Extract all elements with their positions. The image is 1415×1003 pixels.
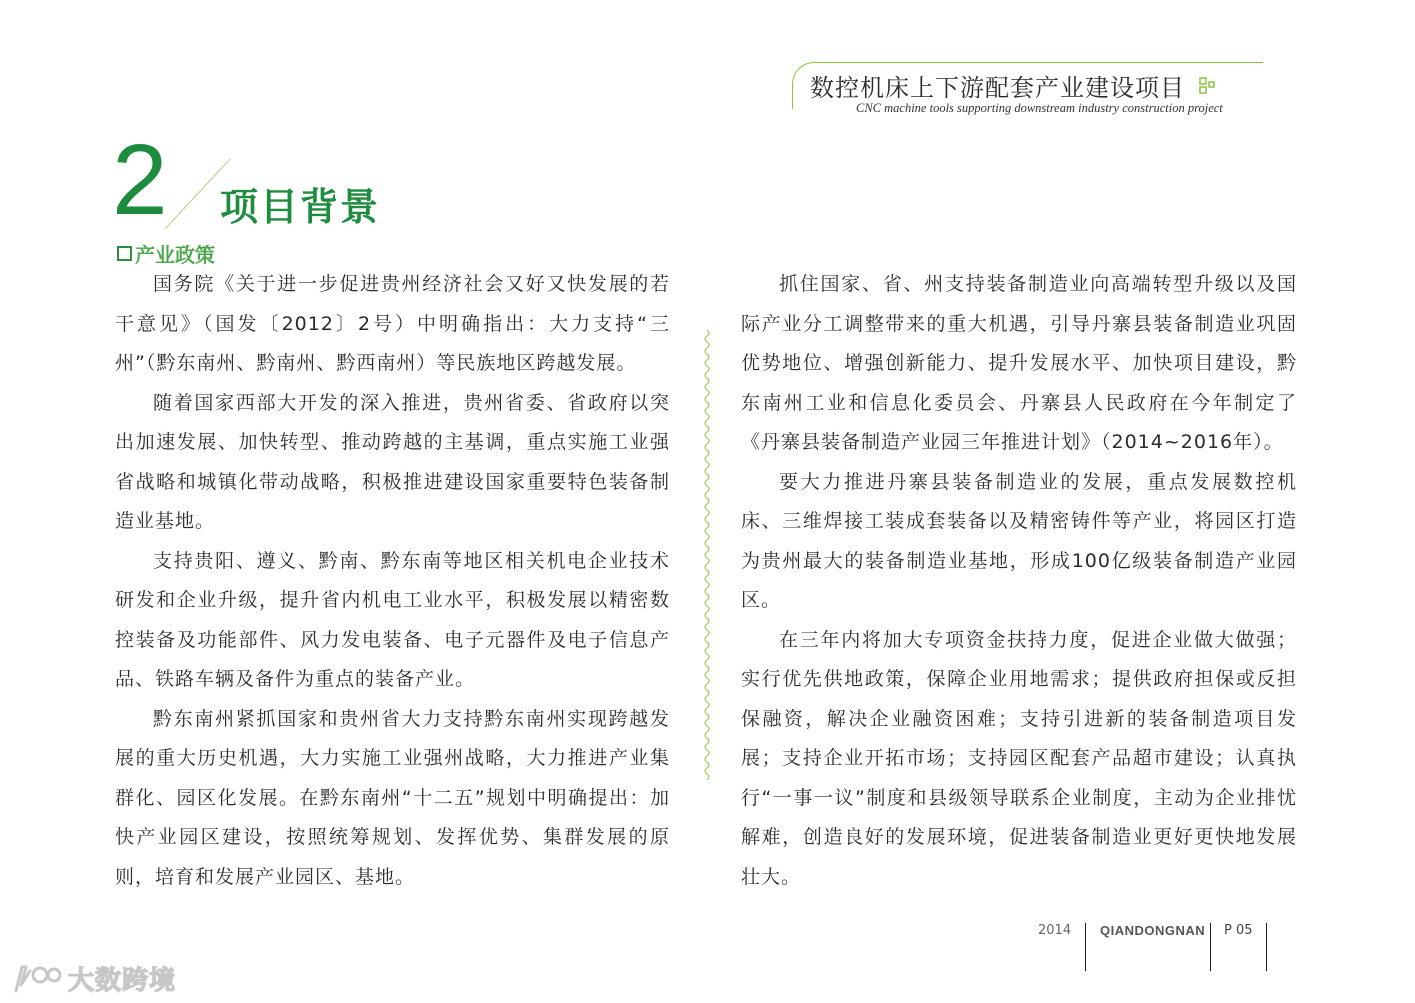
paragraph: 随着国家西部大开发的深入推进，贵州省委、省政府以突出加速发展、加快转型、推动跨越的主基调，重点实施工业强省战略和城镇化带动战略，积极推进建设国家重要特色装备制造业基地。: [115, 391, 670, 532]
grid-squares-icon: [1199, 77, 1223, 95]
header-subtitle: CNC machine tools supporting downstream industry construction project: [856, 101, 1223, 115]
left-column: [115, 265, 670, 897]
footer-brand: QIANDONGNAN: [1100, 923, 1206, 938]
footer-divider: [1266, 923, 1267, 971]
subsection-label: 产业政策: [135, 242, 215, 267]
section-title: 项目背景: [220, 185, 381, 229]
right-column: [741, 265, 1297, 897]
watermark-text: 大数跨境: [68, 966, 177, 996]
paragraph: 在三年内将加大专项资金扶持力度，促进企业做大做强；实行优先供地政策，保障企业用地需求；提供政府担保或反担保融资，解决企业融资困难；支持引进新的装备制造项目发展；支持企业开拓市场；支持园区配套产品超市建设；认真执行“一事一议”制度和县级领导联系企业制度，主动为企业排忧解难，创造良好的发展环境，促进装备制造业更好更快地发展壮大。: [741, 628, 1297, 888]
footer-year: 2014: [1038, 923, 1072, 938]
paragraph: 抓住国家、省、州支持装备制造业向高端转型升级以及国际产业分工调整带来的重大机遇，引导丹寨县装备制造业巩固优势地位、增强创新能力、提升发展水平、加快项目建设，黔东南州工业和信息化委员会、丹寨县人民政府在今年制定了《丹寨县装备制造产业园三年推进计划》（2014~2016年）。: [741, 273, 1297, 453]
footer-divider: [1210, 923, 1211, 971]
page-number: P 05: [1224, 923, 1253, 938]
square-bullet-icon: [117, 246, 132, 261]
paragraph: 要大力推进丹寨县装备制造业的发展，重点发展数控机床、三维焊接工装成套装备以及精密铸件等产业，将园区打造为贵州最大的装备制造业基地，形成100亿级装备制造产业园区。: [741, 470, 1297, 611]
section-number: 2: [112, 124, 168, 236]
paragraph: 国务院《关于进一步促进贵州经济社会又好又快发展的若干意见》（国发〔2012〕2号）中明确指出：大力支持“三州”（黔东南州、黔南州、黔西南州）等民族地区跨越发展。: [115, 273, 670, 374]
header-title: 数控机床上下游配套产业建设项目: [810, 74, 1185, 102]
wavy-column-divider: [700, 330, 714, 780]
logo-icon: [12, 961, 62, 997]
subsection-heading: [117, 240, 215, 266]
footer-divider: [1085, 923, 1086, 971]
paragraph: 支持贵阳、遵义、黔南、黔东南等地区相关机电企业技术研发和企业升级，提升省内机电工业水平，积极发展以精密数控装备及功能部件、风力发电装备、电子元器件及电子信息产品、铁路车辆及备件为重点的装备产业。: [115, 549, 670, 690]
watermark: [12, 960, 176, 997]
paragraph: 黔东南州紧抓国家和贵州省大力支持黔东南州实现跨越发展的重大历史机遇，大力实施工业强州战略，大力推进产业集群化、园区化发展。在黔东南州“十二五”规划中明确提出：加快产业园区建设，按照统筹规划、发挥优势、集群发展的原则，培育和发展产业园区、基地。: [115, 707, 670, 888]
